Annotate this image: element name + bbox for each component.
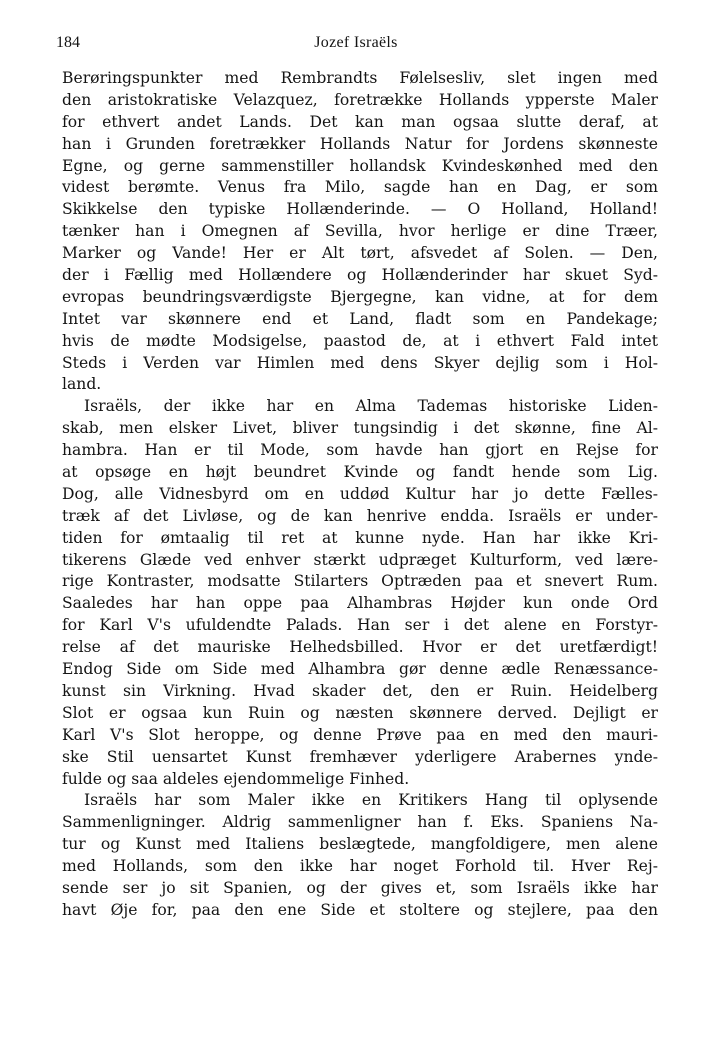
text-line: tur og Kunst med Italiens beslægtede, mangfoldigere, men alene [62, 835, 658, 854]
text-line: Egne, og gerne sammenstiller hollandsk Kvindeskønhed med den [62, 156, 658, 175]
text-line: relse af det mauriske Helhedsbilled. Hvor er det uretfærdigt! [62, 638, 658, 657]
text-line: rige Kontraster, modsatte Stilarters Optræden paa et snevert Rum. [62, 572, 658, 591]
paragraph-1 [62, 68, 658, 396]
text-line: han i Grunden foretrækker Hollands Natur for Jordens skønneste [62, 134, 658, 153]
page-header [56, 34, 656, 56]
text-line: der i Fællig med Hollændere og Hollænderinder har skuet Syd- [62, 266, 658, 285]
text-line: havt Øje for, paa den ene Side et stoltere og stejlere, paa den [62, 900, 658, 919]
text-line: Karl V's Slot heroppe, og denne Prøve paa en med den mauri- [62, 725, 658, 744]
text-line: land. [62, 375, 102, 394]
text-line: træk af det Livløse, og de kan henrive endda. Israëls er under- [62, 506, 658, 525]
text-line: Berøringspunkter med Rembrandts Følelsesliv, slet ingen med [62, 69, 658, 87]
text-line: Marker og Vande! Her er Alt tørt, afsvedet af Solen. — Den, [62, 244, 658, 263]
text-line: videst berømte. Venus fra Milo, sagde han en Dag, er som [62, 178, 658, 197]
text-body [62, 68, 658, 922]
text-line: hambra. Han er til Mode, som havde han gjort en Rejse for [62, 441, 658, 460]
text-line: den aristokratiske Velazquez, foretrække Hollands ypperste Maler [62, 90, 658, 109]
paragraph-3 [62, 790, 658, 921]
text-line: Sammenligninger. Aldrig sammenligner han f. Eks. Spaniens Na- [62, 813, 658, 832]
text-line: med Hollands, som den ikke har noget Forhold til. Hver Rej- [62, 857, 658, 876]
text-line: skab, men elsker Livet, bliver tungsindig i det skønne, fine Al- [62, 419, 658, 438]
text-line: at opsøge en højt beundret Kvinde og fandt hende som Lig. [62, 463, 658, 482]
text-line: Israëls, der ikke har en Alma Tademas historiske Liden- [84, 397, 658, 416]
text-line: ske Stil uensartet Kunst fremhæver yderligere Arabernes ynde- [62, 747, 658, 766]
text-line: tiden for ømtaalig til ret at kunne nyde. Han har ikke Kri- [62, 528, 658, 547]
text-line: Israëls har som Maler ikke en Kritikers Hang til oplysende [84, 791, 658, 810]
text-line: Skikkelse den typiske Hollænderinde. — O Holland, Holland! [62, 200, 658, 219]
text-line: Steds i Verden var Himlen med dens Skyer dejlig som i Hol- [62, 353, 658, 372]
text-line: Dog, alle Vidnesbyrd om en uddød Kultur har jo dette Fælles- [62, 484, 658, 503]
text-line: sende ser jo sit Spanien, og der gives et, som Israëls ikke har [62, 878, 658, 897]
text-line: Intet var skønnere end et Land, fladt som en Pandekage; [62, 309, 658, 328]
text-line: Slot er ogsaa kun Ruin og næsten skønnere derved. Dejligt er [62, 703, 658, 722]
text-line: hvis de mødte Modsigelse, paastod de, at i ethvert Fald intet [62, 331, 658, 350]
page-number: 184 [56, 34, 80, 51]
text-line: tænker han i Omegnen af Sevilla, hvor herlige er dine Træer, [62, 222, 658, 241]
text-line: for ethvert andet Lands. Det kan man ogsaa slutte deraf, at [62, 112, 658, 131]
text-line: evropas beundringsværdigste Bjergegne, kan vidne, at for dem [62, 287, 658, 306]
text-line: for Karl V's ufuldendte Palads. Han ser i det alene en Forstyr- [62, 616, 658, 635]
text-line: fulde og saa aldeles ejendommelige Finhed. [62, 769, 410, 788]
text-line: kunst sin Virkning. Hvad skader det, den er Ruin. Heidelberg [62, 681, 658, 700]
text-line: tikerens Glæde ved enhver stærkt udpræget Kulturform, ved lære- [62, 550, 658, 569]
running-head: Jozef Israëls [314, 34, 398, 51]
paragraph-2 [62, 396, 658, 790]
text-line: Saaledes har han oppe paa Alhambras Højder kun onde Ord [62, 594, 658, 613]
text-line: Endog Side om Side med Alhambra gør denne ædle Renæssance- [62, 660, 658, 679]
